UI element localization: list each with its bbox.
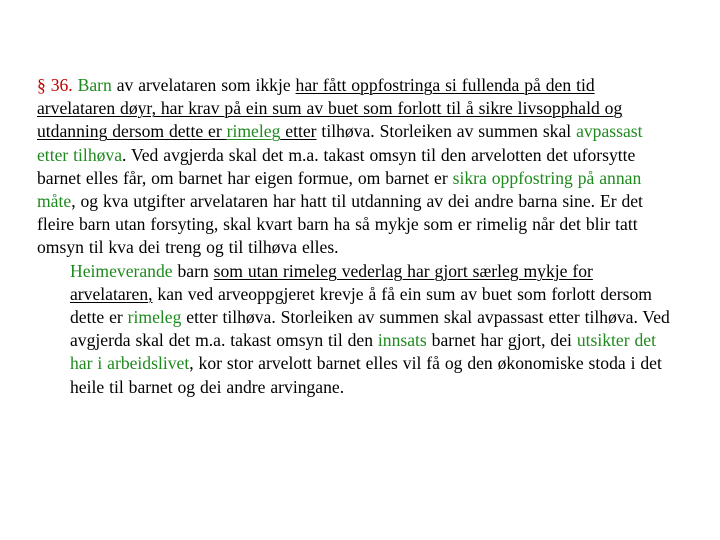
text-run: kan ved arveoppgjeret krevje å få ein sum av buet som forlott dersom dette er xyxy=(70,283,652,328)
highlight-utsikter: utsikter det har i arbeidslivet xyxy=(70,330,656,374)
text-run: barn xyxy=(172,260,214,281)
section-mark: § 36. xyxy=(37,75,73,95)
text-run: av arvelataren som ikkje xyxy=(111,75,296,95)
text-run: etter tilhøva. Storleiken av summen skal avpassast etter tilhøva. Ved avgjerda skal det m.a. takast omsyn til den xyxy=(70,307,670,351)
highlight-avpassast: avpassast etter tilhøva xyxy=(37,121,643,165)
highlight-innsats: innsats xyxy=(377,330,427,351)
highlight-sikra: sikra oppfostring på annan måte xyxy=(37,167,642,212)
underlined-clause: har fått oppfostringa si fullenda på den tid arvelataren døyr, har krav på ein sum av buet som forlott til å sikre livsopphald og utdanning dersom dette er xyxy=(37,75,623,142)
paragraph-section-36 xyxy=(37,74,677,260)
text-run: tilhøva. Storleiken av summen skal xyxy=(316,121,577,142)
highlight-rimeleg: rimeleg xyxy=(226,121,281,142)
underlined-clause-end: etter xyxy=(280,121,317,142)
highlight-barn: Barn xyxy=(77,75,112,95)
highlight-heimeverande: Heimeverande xyxy=(70,260,173,281)
paragraph-heimeverande xyxy=(37,260,677,399)
text-run: , og kva utgifter arvelataren har hatt til utdanning av dei andre barna sine. Er det fleire barn utan forsyting, skal kvart barn ha så mykje som er rimelig når det blir tatt omsyn til kva dei treng og til tilhøva elles. xyxy=(37,191,643,258)
highlight-rimeleg: rimeleg xyxy=(127,307,182,328)
law-text-block xyxy=(37,74,677,399)
text-run: . Ved avgjerda skal det m.a. takast omsyn til den arvelotten det uforsytte barnet elles får, om barnet har eigen formue, om barnet er xyxy=(37,144,636,188)
underlined-clause: som utan rimeleg vederlag har gjort særleg mykje for arvelataren, xyxy=(70,260,593,304)
text-run: , kor stor arvelott barnet elles vil få og den økonomiske stoda i det heile til barnet og dei andre arvingane. xyxy=(70,353,662,397)
text-run: barnet har gjort, dei xyxy=(426,330,577,351)
